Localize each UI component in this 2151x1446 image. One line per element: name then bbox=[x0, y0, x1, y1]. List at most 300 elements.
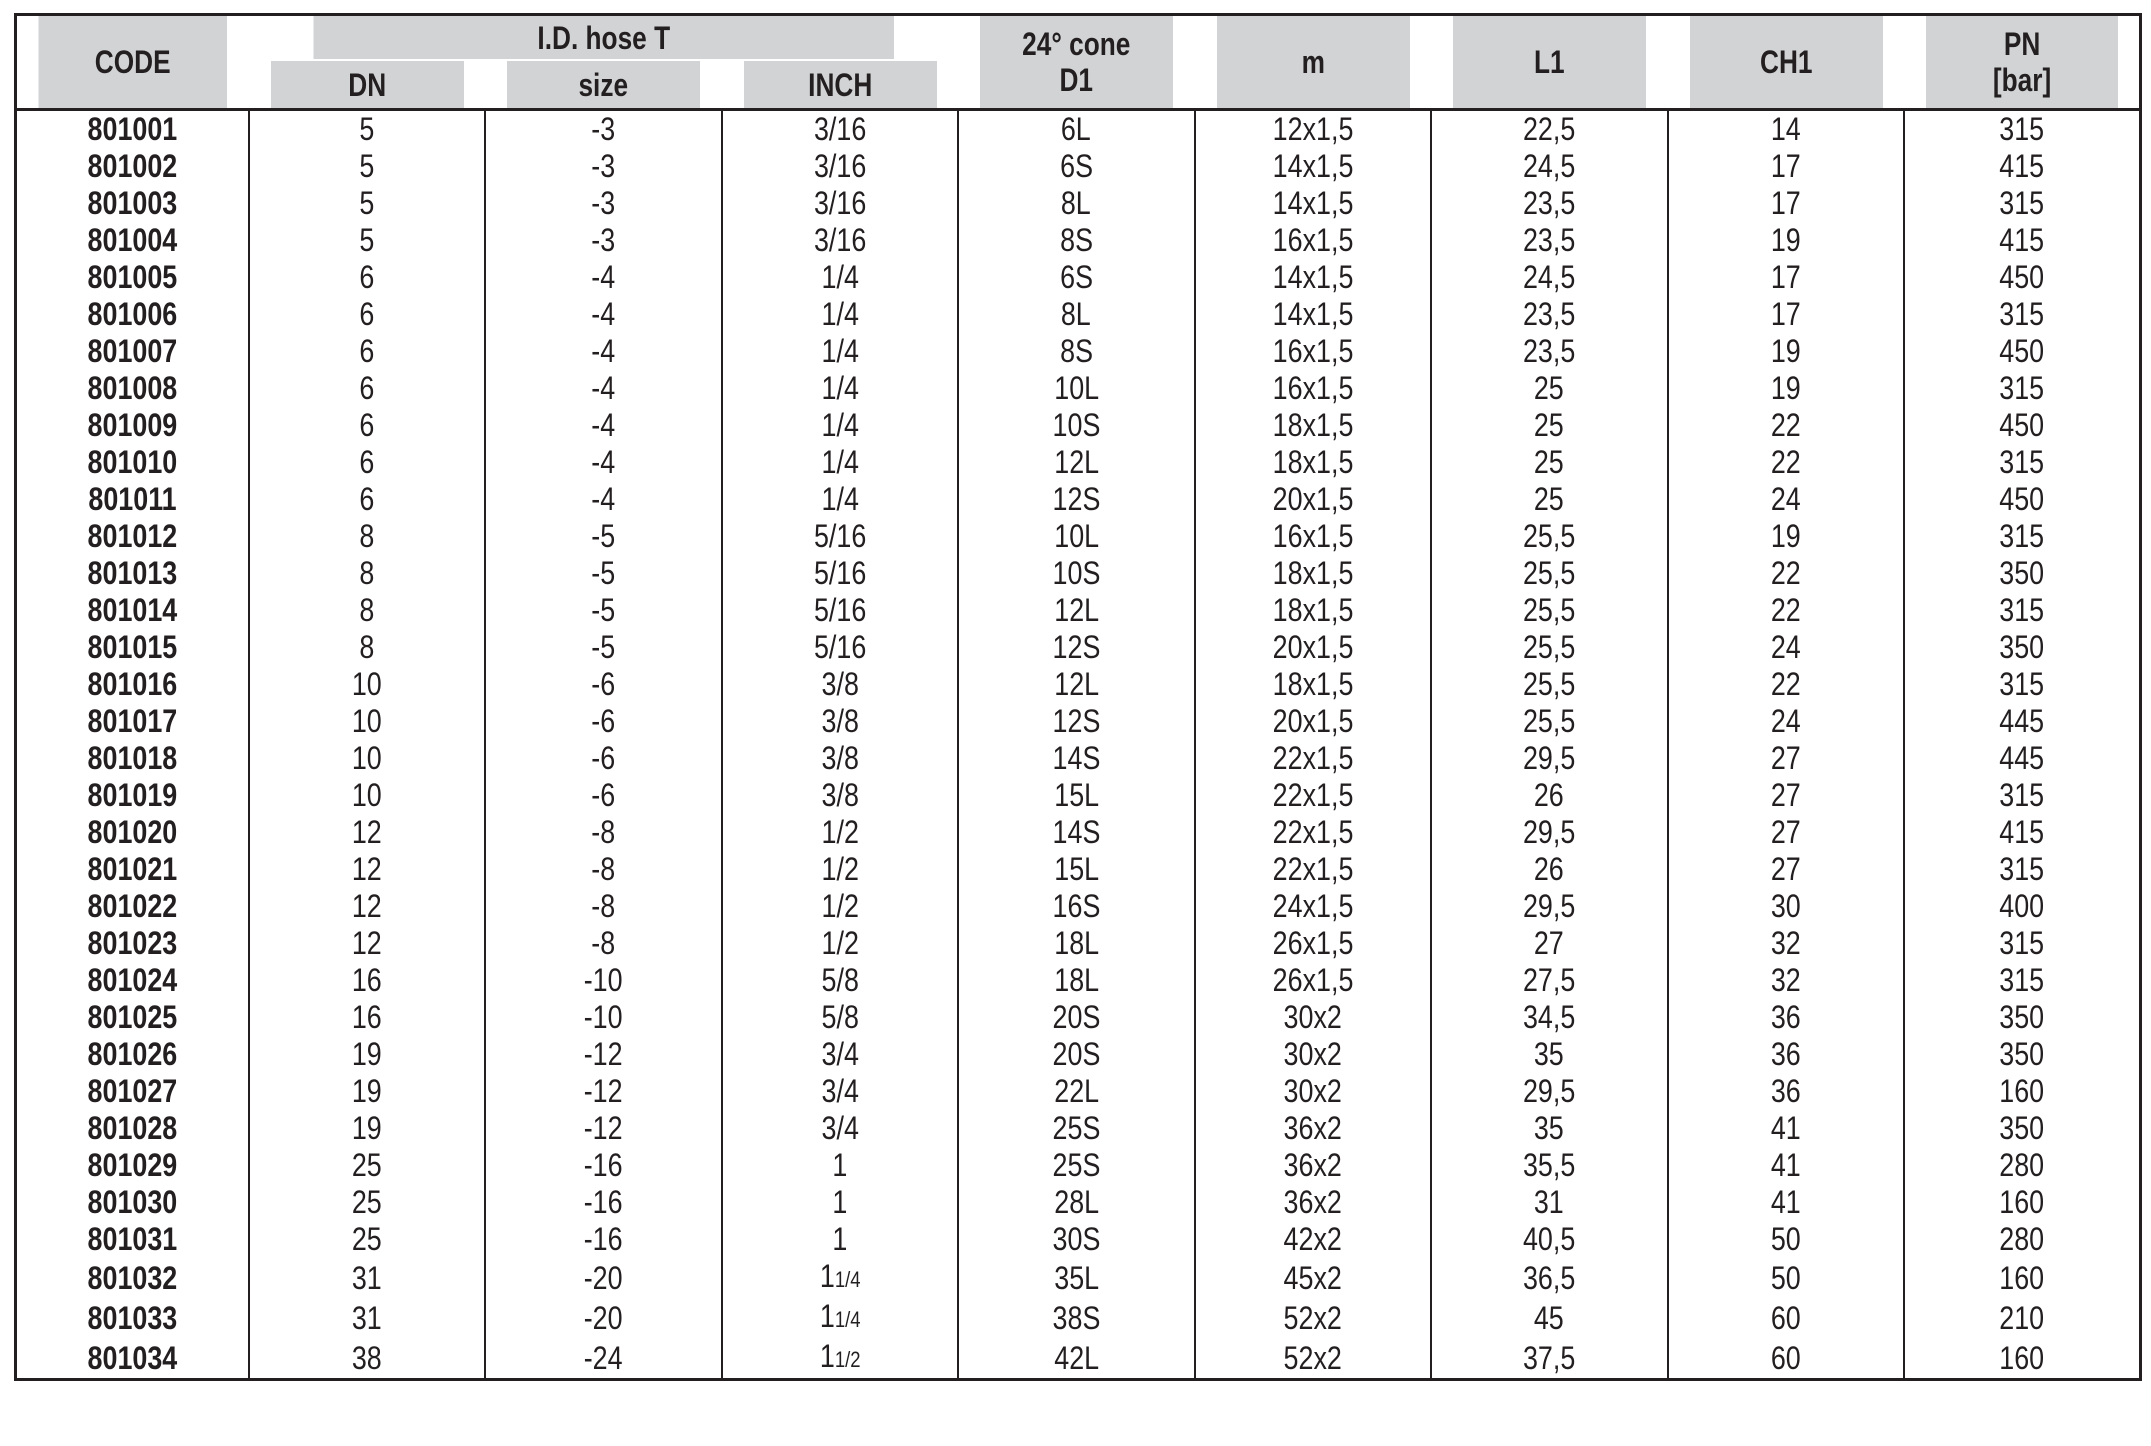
table-body bbox=[16, 110, 2141, 1380]
cell-value: 801005 bbox=[87, 259, 178, 295]
cell-value: 32 bbox=[1770, 925, 1801, 961]
cell-value: 35,5 bbox=[1523, 1147, 1576, 1183]
cell-code bbox=[16, 148, 249, 185]
header-inch: INCH bbox=[743, 60, 937, 110]
cell-code bbox=[16, 1073, 249, 1110]
cell-pn bbox=[1904, 1110, 2141, 1147]
cell-value: 3/16 bbox=[813, 148, 866, 184]
cell-pn bbox=[1904, 814, 2141, 851]
cell-code bbox=[16, 999, 249, 1036]
cell-value: 36x2 bbox=[1283, 1184, 1342, 1220]
cell-value: 11/4 bbox=[819, 1258, 861, 1294]
cell-inch bbox=[722, 296, 959, 333]
cell-cone-d1 bbox=[958, 1110, 1195, 1147]
cell-cone-d1 bbox=[958, 1036, 1195, 1073]
cell-value: 25,5 bbox=[1523, 666, 1576, 702]
table-row bbox=[16, 1338, 2141, 1380]
cell-inch bbox=[722, 481, 959, 518]
cell-value: 5/16 bbox=[813, 555, 866, 591]
cell-value: 20S bbox=[1052, 999, 1101, 1035]
cell-size bbox=[485, 185, 722, 222]
cell-l1 bbox=[1431, 518, 1668, 555]
cell-value: 41 bbox=[1770, 1110, 1801, 1146]
table-row bbox=[16, 999, 2141, 1036]
cell-dn bbox=[249, 999, 486, 1036]
cell-dn bbox=[249, 1036, 486, 1073]
table-row bbox=[16, 814, 2141, 851]
cell-ch1 bbox=[1668, 222, 1905, 259]
cell-dn bbox=[249, 703, 486, 740]
cell-l1 bbox=[1431, 629, 1668, 666]
cell-value: 30x2 bbox=[1283, 1073, 1342, 1109]
cell-value: 8L bbox=[1061, 296, 1092, 332]
cell-size bbox=[485, 1147, 722, 1184]
cell-code bbox=[16, 296, 249, 333]
cell-l1 bbox=[1431, 110, 1668, 149]
cell-value: 25 bbox=[351, 1221, 382, 1257]
cell-value: 450 bbox=[1999, 333, 2045, 369]
cell-pn bbox=[1904, 1298, 2141, 1338]
cell-l1 bbox=[1431, 222, 1668, 259]
cell-value: 29,5 bbox=[1523, 814, 1576, 850]
cell-m bbox=[1195, 222, 1432, 259]
cell-value: 160 bbox=[1999, 1073, 2045, 1109]
cell-ch1 bbox=[1668, 1073, 1905, 1110]
cell-value: 60 bbox=[1770, 1339, 1801, 1376]
cell-value: 12x1,5 bbox=[1272, 111, 1354, 147]
cell-value: 445 bbox=[1999, 740, 2045, 776]
cell-l1 bbox=[1431, 148, 1668, 185]
cell-inch bbox=[722, 444, 959, 481]
cell-value: 22x1,5 bbox=[1272, 851, 1354, 887]
cell-value: 315 bbox=[1999, 851, 2045, 887]
cell-value: 445 bbox=[1999, 703, 2045, 739]
cell-cone-d1 bbox=[958, 1147, 1195, 1184]
cell-value: 34,5 bbox=[1523, 999, 1576, 1035]
cell-dn bbox=[249, 962, 486, 999]
cell-dn bbox=[249, 888, 486, 925]
cell-value: 20S bbox=[1052, 1036, 1101, 1072]
table-row bbox=[16, 777, 2141, 814]
cell-value: 6 bbox=[359, 370, 375, 406]
cell-ch1 bbox=[1668, 851, 1905, 888]
cell-code bbox=[16, 740, 249, 777]
cell-value: 350 bbox=[1999, 999, 2045, 1035]
cell-value: 25 bbox=[1534, 481, 1565, 517]
cell-value: 12S bbox=[1052, 629, 1101, 665]
cell-pn bbox=[1904, 1036, 2141, 1073]
cell-value: 8S bbox=[1059, 333, 1093, 369]
cell-value: 22 bbox=[1770, 407, 1801, 443]
cell-value: 801014 bbox=[87, 592, 178, 628]
cell-value: 25,5 bbox=[1523, 703, 1576, 739]
cell-value: 16 bbox=[351, 962, 382, 998]
cell-m bbox=[1195, 851, 1432, 888]
table-row bbox=[16, 666, 2141, 703]
header-size: size bbox=[506, 60, 700, 110]
cell-size bbox=[485, 740, 722, 777]
cell-size bbox=[485, 1338, 722, 1380]
cell-cone-d1 bbox=[958, 518, 1195, 555]
cell-ch1 bbox=[1668, 1298, 1905, 1338]
cell-m bbox=[1195, 259, 1432, 296]
cell-value: -4 bbox=[591, 444, 616, 480]
cell-value: 45 bbox=[1534, 1299, 1565, 1336]
cell-ch1 bbox=[1668, 999, 1905, 1036]
cell-value: 35L bbox=[1053, 1259, 1099, 1296]
cell-value: 801008 bbox=[87, 370, 178, 406]
cell-ch1 bbox=[1668, 407, 1905, 444]
cell-value: 19 bbox=[1770, 518, 1801, 554]
cell-size bbox=[485, 1258, 722, 1298]
header-m: m bbox=[1216, 15, 1410, 110]
table-row bbox=[16, 1298, 2141, 1338]
cell-value: 25 bbox=[351, 1147, 382, 1183]
cell-value: 25,5 bbox=[1523, 555, 1576, 591]
cell-value: 1/4 bbox=[821, 444, 859, 480]
table-row bbox=[16, 740, 2141, 777]
cell-value: 10 bbox=[351, 777, 382, 813]
cell-dn bbox=[249, 1147, 486, 1184]
cell-value: 801017 bbox=[87, 703, 178, 739]
cell-code bbox=[16, 481, 249, 518]
cell-value: 315 bbox=[1999, 592, 2045, 628]
cell-inch bbox=[722, 1073, 959, 1110]
cell-value: -8 bbox=[591, 851, 616, 887]
cell-m bbox=[1195, 1110, 1432, 1147]
cell-value: 26x1,5 bbox=[1272, 925, 1354, 961]
cell-value: 10S bbox=[1052, 407, 1101, 443]
table-row bbox=[16, 629, 2141, 666]
cell-value: 19 bbox=[1770, 333, 1801, 369]
cell-value: 22x1,5 bbox=[1272, 814, 1354, 850]
cell-value: 23,5 bbox=[1523, 222, 1576, 258]
cell-code bbox=[16, 777, 249, 814]
cell-value: -4 bbox=[591, 407, 616, 443]
cell-value: 5/8 bbox=[821, 999, 859, 1035]
cell-ch1 bbox=[1668, 333, 1905, 370]
cell-value: 450 bbox=[1999, 407, 2045, 443]
cell-pn bbox=[1904, 666, 2141, 703]
cell-size bbox=[485, 814, 722, 851]
cell-value: -5 bbox=[591, 555, 616, 591]
cell-value: 3/8 bbox=[821, 703, 859, 739]
cell-value: 801022 bbox=[87, 888, 178, 924]
cell-cone-d1 bbox=[958, 110, 1195, 149]
cell-value: 6L bbox=[1061, 111, 1092, 147]
cell-value: 3/16 bbox=[813, 222, 866, 258]
cell-value: -16 bbox=[583, 1221, 623, 1257]
cell-pn bbox=[1904, 1221, 2141, 1258]
cell-size bbox=[485, 259, 722, 296]
cell-size bbox=[485, 1110, 722, 1147]
cell-m bbox=[1195, 185, 1432, 222]
cell-value: 18x1,5 bbox=[1272, 444, 1354, 480]
cell-value: 25,5 bbox=[1523, 629, 1576, 665]
cell-value: -5 bbox=[591, 518, 616, 554]
cell-inch bbox=[722, 962, 959, 999]
header-dn: DN bbox=[270, 60, 464, 110]
cell-value: 17 bbox=[1770, 148, 1801, 184]
cell-size bbox=[485, 481, 722, 518]
table-row bbox=[16, 148, 2141, 185]
cell-value: -12 bbox=[583, 1036, 623, 1072]
cell-dn bbox=[249, 110, 486, 149]
cell-value: 10 bbox=[351, 703, 382, 739]
cell-value: 41 bbox=[1770, 1184, 1801, 1220]
cell-size bbox=[485, 925, 722, 962]
cell-value: 27 bbox=[1534, 925, 1565, 961]
cell-value: -4 bbox=[591, 481, 616, 517]
cell-l1 bbox=[1431, 1036, 1668, 1073]
cell-value: 25 bbox=[1534, 407, 1565, 443]
cell-ch1 bbox=[1668, 148, 1905, 185]
cell-code bbox=[16, 814, 249, 851]
cell-code bbox=[16, 592, 249, 629]
cell-inch bbox=[722, 259, 959, 296]
cell-value: 350 bbox=[1999, 629, 2045, 665]
table-header bbox=[16, 15, 2141, 110]
cell-cone-d1 bbox=[958, 777, 1195, 814]
cell-dn bbox=[249, 666, 486, 703]
cell-value: 801006 bbox=[87, 296, 178, 332]
cell-value: 3/8 bbox=[821, 740, 859, 776]
table-row bbox=[16, 925, 2141, 962]
header-cone bbox=[979, 15, 1173, 110]
cell-code bbox=[16, 1036, 249, 1073]
cell-m bbox=[1195, 777, 1432, 814]
cell-m bbox=[1195, 555, 1432, 592]
cell-inch bbox=[722, 999, 959, 1036]
cell-code bbox=[16, 629, 249, 666]
cell-ch1 bbox=[1668, 888, 1905, 925]
cell-value: 280 bbox=[1999, 1221, 2045, 1257]
cell-size bbox=[485, 1073, 722, 1110]
header-pn bbox=[1925, 15, 2119, 110]
cell-value: 24,5 bbox=[1523, 148, 1576, 184]
cell-value: 350 bbox=[1999, 1110, 2045, 1146]
cell-value: 315 bbox=[1999, 518, 2045, 554]
cell-size bbox=[485, 703, 722, 740]
cell-code bbox=[16, 259, 249, 296]
header-id-hose-group: I.D. hose T bbox=[312, 15, 894, 61]
cell-value: 1/4 bbox=[821, 259, 859, 295]
cell-inch bbox=[722, 703, 959, 740]
cell-m bbox=[1195, 1184, 1432, 1221]
cell-pn bbox=[1904, 185, 2141, 222]
cell-value: 29,5 bbox=[1523, 740, 1576, 776]
cell-l1 bbox=[1431, 1110, 1668, 1147]
cell-inch bbox=[722, 851, 959, 888]
cell-value: 36 bbox=[1770, 999, 1801, 1035]
cell-value: -5 bbox=[591, 629, 616, 665]
cell-dn bbox=[249, 629, 486, 666]
cell-cone-d1 bbox=[958, 629, 1195, 666]
cell-value: 280 bbox=[1999, 1147, 2045, 1183]
cell-ch1 bbox=[1668, 592, 1905, 629]
cell-code bbox=[16, 1184, 249, 1221]
cell-value: 10L bbox=[1053, 370, 1099, 406]
cell-l1 bbox=[1431, 407, 1668, 444]
cell-value: 27,5 bbox=[1523, 962, 1576, 998]
cell-value: -4 bbox=[591, 296, 616, 332]
table-row bbox=[16, 185, 2141, 222]
table-row bbox=[16, 296, 2141, 333]
cell-value: 5/16 bbox=[813, 629, 866, 665]
cell-value: 801021 bbox=[87, 851, 178, 887]
cell-value: 15L bbox=[1053, 777, 1099, 813]
cell-value: 801026 bbox=[87, 1036, 178, 1072]
header-l1: L1 bbox=[1452, 15, 1646, 110]
cell-pn bbox=[1904, 1258, 2141, 1298]
cell-code bbox=[16, 333, 249, 370]
cell-value: 3/16 bbox=[813, 185, 866, 221]
cell-value: 29,5 bbox=[1523, 1073, 1576, 1109]
cell-value: 801010 bbox=[87, 444, 178, 480]
cell-value: 18L bbox=[1053, 925, 1099, 961]
header-cone-line2: D1 bbox=[1059, 62, 1094, 98]
cell-value: 12 bbox=[351, 925, 382, 961]
cell-ch1 bbox=[1668, 370, 1905, 407]
cell-value: 415 bbox=[1999, 222, 2045, 258]
cell-l1 bbox=[1431, 1258, 1668, 1298]
cell-value: 14x1,5 bbox=[1272, 148, 1354, 184]
cell-l1 bbox=[1431, 962, 1668, 999]
cell-value: 60 bbox=[1770, 1299, 1801, 1336]
cell-pn bbox=[1904, 962, 2141, 999]
cell-value: 1/4 bbox=[821, 333, 859, 369]
cell-value: 27 bbox=[1770, 740, 1801, 776]
cell-cone-d1 bbox=[958, 333, 1195, 370]
cell-ch1 bbox=[1668, 629, 1905, 666]
cell-cone-d1 bbox=[958, 592, 1195, 629]
cell-value: 5 bbox=[359, 111, 375, 147]
cell-value: 30 bbox=[1770, 888, 1801, 924]
cell-ch1 bbox=[1668, 1184, 1905, 1221]
cell-value: 315 bbox=[1999, 666, 2045, 702]
cell-dn bbox=[249, 444, 486, 481]
cell-value: 14x1,5 bbox=[1272, 296, 1354, 332]
cell-value: 12L bbox=[1053, 592, 1099, 628]
cell-value: 6 bbox=[359, 481, 375, 517]
cell-value: 11/2 bbox=[819, 1338, 861, 1374]
cell-l1 bbox=[1431, 1184, 1668, 1221]
cell-value: 35 bbox=[1534, 1036, 1565, 1072]
cell-l1 bbox=[1431, 777, 1668, 814]
cell-inch bbox=[722, 407, 959, 444]
cell-code bbox=[16, 518, 249, 555]
cell-m bbox=[1195, 629, 1432, 666]
cell-m bbox=[1195, 370, 1432, 407]
cell-m bbox=[1195, 1036, 1432, 1073]
cell-value: 36 bbox=[1770, 1036, 1801, 1072]
table-row bbox=[16, 518, 2141, 555]
cell-value: 6 bbox=[359, 444, 375, 480]
cell-value: 12 bbox=[351, 851, 382, 887]
cell-value: 1/4 bbox=[821, 296, 859, 332]
cell-dn bbox=[249, 740, 486, 777]
cell-ch1 bbox=[1668, 1221, 1905, 1258]
cell-size bbox=[485, 592, 722, 629]
cell-dn bbox=[249, 185, 486, 222]
cell-pn bbox=[1904, 481, 2141, 518]
cell-value: 210 bbox=[1999, 1299, 2045, 1336]
cell-value: 6 bbox=[359, 296, 375, 332]
cell-value: -6 bbox=[591, 666, 616, 702]
cell-value: 315 bbox=[1999, 370, 2045, 406]
cell-size bbox=[485, 296, 722, 333]
cell-value: 315 bbox=[1999, 962, 2045, 998]
table-row bbox=[16, 851, 2141, 888]
cell-inch bbox=[722, 777, 959, 814]
cell-ch1 bbox=[1668, 518, 1905, 555]
cell-pn bbox=[1904, 777, 2141, 814]
cell-value: 801007 bbox=[87, 333, 178, 369]
table-row bbox=[16, 703, 2141, 740]
cell-value: 3/8 bbox=[821, 777, 859, 813]
cell-inch bbox=[722, 666, 959, 703]
cell-dn bbox=[249, 222, 486, 259]
cell-ch1 bbox=[1668, 925, 1905, 962]
cell-value: -20 bbox=[583, 1299, 623, 1336]
cell-value: 160 bbox=[1999, 1339, 2045, 1376]
cell-cone-d1 bbox=[958, 999, 1195, 1036]
cell-code bbox=[16, 962, 249, 999]
cell-inch bbox=[722, 814, 959, 851]
cell-value: 45x2 bbox=[1283, 1259, 1342, 1296]
cell-value: 801024 bbox=[87, 962, 178, 998]
cell-cone-d1 bbox=[958, 666, 1195, 703]
cell-value: -20 bbox=[583, 1259, 623, 1296]
cell-code bbox=[16, 888, 249, 925]
cell-value: 38S bbox=[1052, 1299, 1101, 1336]
cell-l1 bbox=[1431, 851, 1668, 888]
cell-value: 25S bbox=[1052, 1110, 1101, 1146]
cell-value: -16 bbox=[583, 1147, 623, 1183]
cell-ch1 bbox=[1668, 666, 1905, 703]
cell-value: 23,5 bbox=[1523, 296, 1576, 332]
cell-m bbox=[1195, 814, 1432, 851]
cell-inch bbox=[722, 148, 959, 185]
cell-value: 22 bbox=[1770, 444, 1801, 480]
cell-value: 16 bbox=[351, 999, 382, 1035]
cell-inch bbox=[722, 1298, 959, 1338]
cell-inch bbox=[722, 185, 959, 222]
cell-value: 12S bbox=[1052, 703, 1101, 739]
cell-size bbox=[485, 407, 722, 444]
cell-value: 35 bbox=[1534, 1110, 1565, 1146]
cell-size bbox=[485, 333, 722, 370]
cell-m bbox=[1195, 925, 1432, 962]
cell-pn bbox=[1904, 629, 2141, 666]
cell-l1 bbox=[1431, 1221, 1668, 1258]
cell-code bbox=[16, 370, 249, 407]
cell-dn bbox=[249, 296, 486, 333]
cell-ch1 bbox=[1668, 185, 1905, 222]
cell-size bbox=[485, 1298, 722, 1338]
cell-value: 5 bbox=[359, 185, 375, 221]
cell-value: 1/4 bbox=[821, 370, 859, 406]
cell-value: 10L bbox=[1053, 518, 1099, 554]
cell-size bbox=[485, 148, 722, 185]
cell-ch1 bbox=[1668, 296, 1905, 333]
cell-pn bbox=[1904, 1073, 2141, 1110]
cell-value: 15L bbox=[1053, 851, 1099, 887]
cell-value: 1/4 bbox=[821, 481, 859, 517]
cell-value: 8 bbox=[359, 592, 375, 628]
cell-value: -8 bbox=[591, 814, 616, 850]
cell-cone-d1 bbox=[958, 814, 1195, 851]
